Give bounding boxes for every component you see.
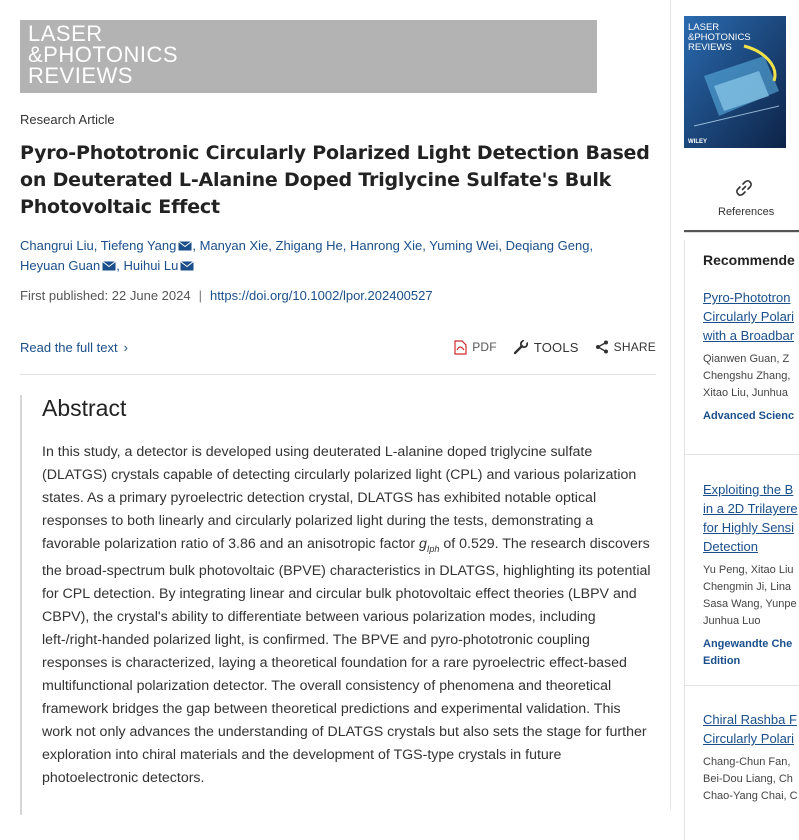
journal-banner[interactable] [20, 20, 597, 93]
tab-divider [684, 232, 799, 233]
email-icon[interactable] [178, 241, 192, 251]
references-tab-label: References [718, 206, 775, 218]
recommended-heading: Recommende [703, 252, 795, 268]
tools-button[interactable] [513, 339, 579, 355]
abstract-heading: Abstract [42, 395, 127, 421]
first-published-label: First published: [20, 288, 109, 303]
link-icon [734, 178, 754, 198]
journal-cover-image[interactable] [684, 16, 786, 148]
article-title: Pyro-Phototronic Circularly Polarized Light Detection Based on Deuterated L-Alanine Doped Triglycine Sulfate's Bulk Photovoltaic Effect [20, 142, 650, 218]
recommended-authors: Qianwen Guan, Z Chengshu Zhang, Xitao Liu, Junhua [703, 353, 791, 399]
recommended-divider [685, 454, 799, 455]
email-icon[interactable] [180, 261, 194, 271]
author-link[interactable]: Manyan Xie [199, 238, 269, 253]
abstract-section [20, 395, 658, 815]
recommended-panel [684, 240, 799, 840]
author-list: Changrui Liu, Tiefeng Yang , Manyan Xie, Zhigang He, Hanrong Xie, Yuming Wei, Deqiang Geng, Heyuan Guan , Huihui Lu [20, 238, 594, 273]
first-published-date: 22 June 2024 [111, 288, 191, 303]
doi-link[interactable]: https://doi.org/10.1002/lpor.202400527 [209, 288, 433, 303]
share-button[interactable] [595, 340, 656, 354]
read-full-text-link[interactable] [20, 340, 128, 355]
pdf-button[interactable] [454, 340, 497, 355]
recommended-authors: Chang-Chun Fan, Bei-Dou Liang, Ch Chao-Yang Chai, C [703, 756, 798, 802]
recommended-title-link[interactable]: Exploiting the B in a 2D Trilayere for Highly Sensi Detection [703, 482, 798, 554]
separator: | [198, 288, 202, 303]
author-link[interactable]: Changrui Liu [20, 238, 94, 253]
divider [20, 374, 656, 375]
sidebar-divider [670, 0, 671, 810]
article-tools-bar [454, 339, 656, 355]
journal-logo: LASER &PHOTONICS REVIEWS [28, 21, 179, 88]
share-icon [595, 340, 609, 354]
recommended-title-link[interactable]: Pyro-Phototron Circularly Polari with a Broadbar [703, 290, 795, 343]
share-label: SHARE [613, 340, 656, 354]
author-link[interactable]: Tiefeng Yang [100, 238, 177, 253]
pdf-label: PDF [472, 340, 497, 354]
pdf-icon [454, 340, 467, 355]
publication-info [20, 288, 433, 303]
author-link[interactable]: Huihui Lu [123, 258, 179, 273]
recommended-item [703, 288, 799, 425]
recommended-journal[interactable]: Advanced Scienc [703, 410, 795, 422]
read-full-text-label: Read the full text [20, 340, 118, 355]
abstract-text: In this study, a detector is developed using deuterated L-alanine doped triglycine sulfate (DLATGS) crystals capable of detecting circularly polarized light (CPL) and various polarization states. As a primary pyroelectric detection crystal, DLATGS has exhibited notable optical responses to both linearly and circularly polarized light during the tests, demonstrating a favorable polarization ratio of 3.86 and an anisotropic factor $g_{Iph}$ of 0.529. The research discovers the broad-spectrum bulk photovoltaic (BPVE) characteristics in DLATGS, highlighting its potential for CPL detection. By integrating linear and circular bulk photovoltaic effect theories (LBPV and CBPV), the crystal's ability to differentiate between various polarization modes, including left-/right-handed polarized light, is confirmed. The BPVE and pyro-phototronic coupling responses is characterized, laying a theoretical foundation for a rare pyroelectric effect-based multifunctional polarization detector. The overall consistency of phenomena and theoretical framework bridges the gap between theoretical predictions and experimental validation. This work not only advances the understanding of DLATGS crystals but also sets the stage for further exploration into chiral materials and the development of TGS-type crystals in future photoelectronic detectors. [42, 444, 651, 786]
author-link[interactable]: Heyuan Guan [20, 258, 101, 273]
recommended-journal[interactable]: Angewandte Che Edition [703, 638, 793, 667]
author-link[interactable]: Hanrong Xie [349, 238, 423, 253]
recommended-item [703, 480, 799, 670]
chevron-right-icon: › [123, 340, 128, 355]
email-icon[interactable] [102, 261, 116, 271]
recommended-title-link[interactable]: Chiral Rashba F Circularly Polari [703, 712, 797, 746]
recommended-item [703, 710, 799, 805]
anisotropy-symbol: $g_{Iph}$ [419, 535, 440, 554]
author-link[interactable]: Yuming Wei [429, 238, 499, 253]
author-link[interactable]: Zhigang He [275, 238, 343, 253]
recommended-divider [685, 685, 799, 686]
wrench-icon [513, 339, 529, 355]
author-link[interactable]: Deqiang Geng [505, 238, 590, 253]
cover-title: LASER &PHOTONICS REVIEWS [688, 22, 751, 53]
cover-publisher: WILEY [688, 139, 707, 145]
tools-label: TOOLS [533, 339, 579, 355]
article-type: Research Article [20, 112, 115, 127]
recommended-authors: Yu Peng, Xitao Liu Chengmin Ji, Lina Sasa Wang, Yunpe Junhua Luo [703, 564, 797, 627]
